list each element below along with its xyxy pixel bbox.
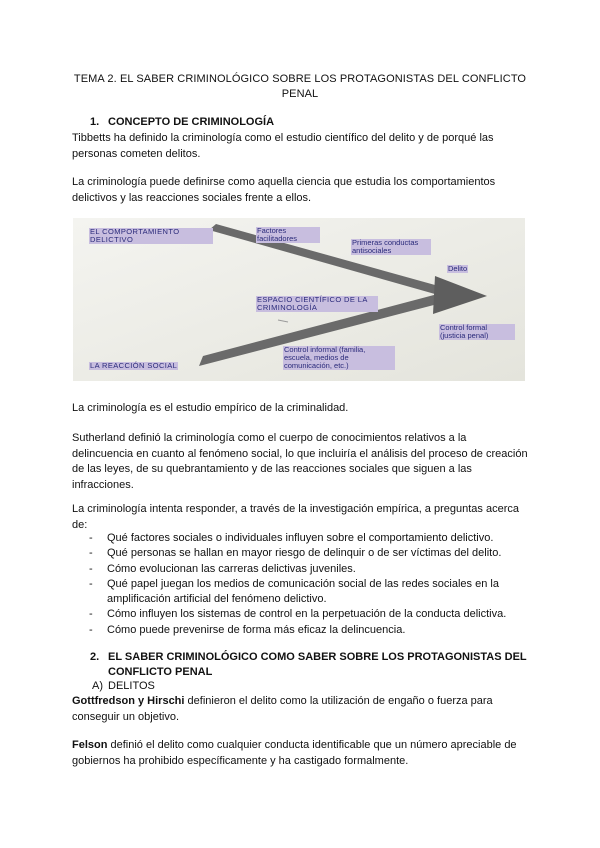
paragraph-tibbetts: Tibbetts ha definido la criminología como el estudio científico del delito y de porqué las personas cometen delitos. [72,132,494,160]
list-dash: - [89,577,93,590]
label-comportamiento: EL COMPORTAMIENTO DELICTIVO [89,228,213,244]
section-1-title: CONCEPTO DE CRIMINOLOGÍA [108,116,275,128]
subsection-a-heading [92,680,155,692]
list-dash: - [89,623,93,636]
label-delito: Delito [448,264,468,273]
document-title: TEMA 2. EL SABER CRIMINOLÓGICO SOBRE LOS PROTAGONISTAS DEL CONFLICTO PENAL [73,73,527,100]
label-factores: Factores facilitadores [256,227,320,243]
list-dash: - [89,532,93,544]
paragraph-felson: Felson definió el delito como cualquier conducta identificable que un número apreciable de gobiernos ha prohibido específicamente y ha castigado formalmente. [72,739,517,767]
subsection-a-title: DELITOS [108,680,155,692]
subsection-a-number: A) [92,680,103,692]
paragraph-questions-intro: La criminología intenta responder, a través de la investigación empírica, a preguntas acerca de: [72,503,519,531]
section-1-heading [90,116,274,128]
list-dash: - [89,547,93,560]
questions-list [72,531,532,638]
section-2-heading [90,650,530,680]
list-item: - Qué papel juegan los medios de comunicación social de las redes sociales en la amplificación artificial del fenómeno delictivo. [89,577,499,606]
author-felson: Felson [72,739,108,751]
list-item: - Cómo evolucionan las carreras delictivas juveniles. [72,562,532,577]
label-espacio: ESPACIO CIENTÍFICO DE LA CRIMINOLOGÍA [256,296,378,312]
list-item: - Cómo puede prevenirse de forma más eficaz la delincuencia. [72,623,532,638]
paragraph-gottfredson: Gottfredson y Hirschi definieron el delito como la utilización de engaño o fuerza para conseguir un objetivo. [72,695,493,723]
section-2-title: EL SABER CRIMINOLÓGICO COMO SABER SOBRE LOS PROTAGONISTAS DEL CONFLICTO PENAL [108,651,527,678]
author-gottfredson: Gottfredson y Hirschi [72,695,185,707]
section-2-number: 2. [90,651,100,663]
list-item: - Qué personas se hallan en mayor riesgo de delinquir o de ser víctimas del delito. [72,546,532,561]
label-control-formal: Control formal (justicia penal) [439,324,515,340]
label-control-informal: Control informal (familia, escuela, medios de comunicación, etc.) [283,346,395,370]
criminology-diagram [73,218,525,381]
section-1-number: 1. [90,116,100,128]
label-reaccion: LA REACCIÓN SOCIAL [90,361,178,370]
paragraph-sutherland: Sutherland definió la criminología como el cuerpo de conocimientos relativos a la delincuencia en cuanto al fenómeno social, lo que incluiría el análisis del proceso de creación de las leyes, de su quebrantamiento y de las reacciones sociales que siguen a las infracciones. [72,432,528,491]
list-item: - Qué factores sociales o individuales influyen sobre el comportamiento delictivo. [72,531,532,546]
list-dash: - [89,608,93,621]
paragraph-definition: La criminología puede definirse como aquella ciencia que estudia los comportamientos delictivos y las reacciones sociales frente a ellos. [72,176,496,204]
list-dash: - [89,562,93,575]
label-primeras: Primeras conductas antisociales [351,239,431,255]
paragraph-empirical: La criminología es el estudio empírico de la criminalidad. [72,402,349,414]
list-item: - Cómo influyen los sistemas de control en la perpetuación de la conducta delictiva. [72,607,532,622]
